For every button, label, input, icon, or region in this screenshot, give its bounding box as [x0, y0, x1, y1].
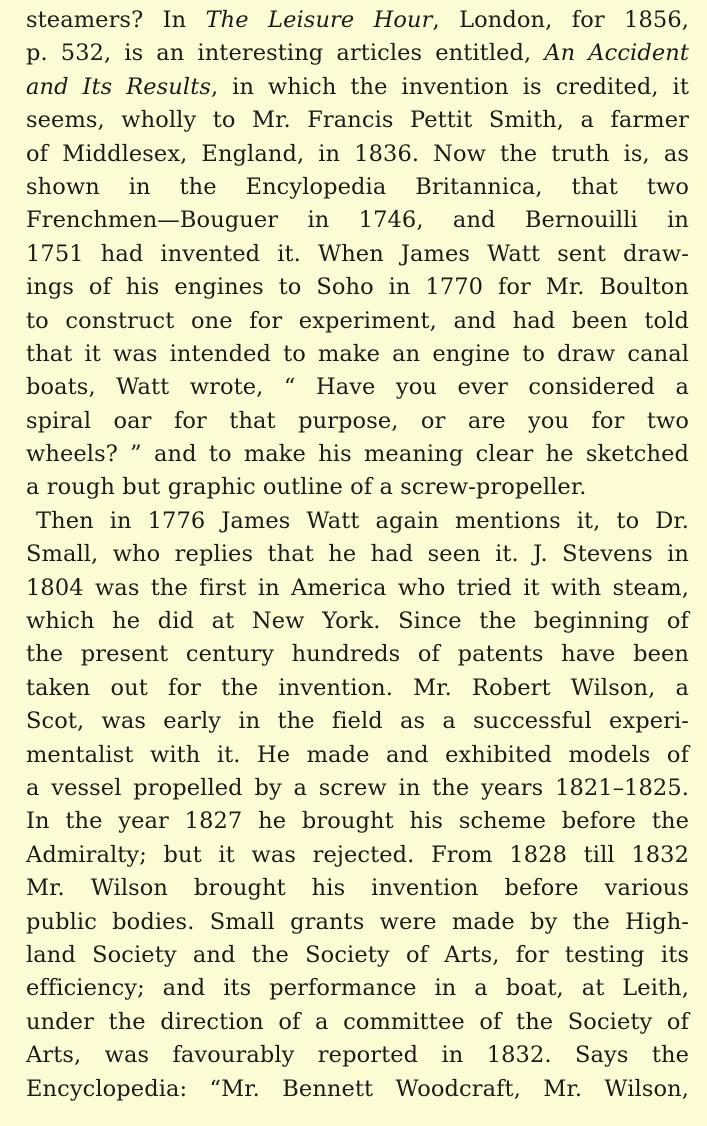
text-segment: the present century hundreds of patents have been [26, 641, 689, 668]
text-line [26, 705, 689, 738]
text-line [26, 672, 689, 705]
text-segment: public bodies. Small grants were made by the High- [26, 908, 689, 935]
text-line [26, 271, 689, 304]
text-segment: a rough but graphic outline of a screw-propeller. [26, 474, 587, 501]
text-segment: land Society and the Society of Arts, for testing its [26, 941, 689, 968]
text-line [26, 338, 689, 371]
text-segment: steamers? In [26, 7, 206, 33]
text-segment: Scot, was early in the field as a successful experi- [26, 708, 689, 735]
text-segment: Admiralty; but it was rejected. From 1828 till 1832 [26, 841, 689, 868]
text-segment: ings of his engines to Soho in 1770 for Mr. Boulton [26, 274, 689, 301]
text-line [26, 972, 689, 1005]
text-line [26, 739, 689, 772]
text-segment: a vessel propelled by a screw in the years 1821–1825. [26, 774, 689, 801]
text-line [26, 1006, 689, 1039]
text-segment: , London, for 1856, [432, 7, 689, 33]
text-segment: Frenchmen—Bouguer in 1746, and Bernouilli in [26, 207, 689, 234]
text-segment: taken out for the invention. Mr. Robert Wilson, a [26, 674, 689, 701]
text-segment: Small, who replies that he had seen it. J. Stevens in [26, 541, 689, 568]
text-line [26, 4, 689, 37]
text-line [26, 638, 689, 671]
text-line [26, 438, 689, 471]
text-segment: under the direction of a committee of the Society of [26, 1008, 689, 1035]
text-segment: that it was intended to make an engine to draw canal [26, 340, 689, 367]
text-segment: Encyclopedia: “Mr. Bennett Woodcraft, Mr. Wilson, [26, 1075, 689, 1102]
text-segment: Then in 1776 James Watt again mentions it, to Dr. [36, 507, 689, 534]
text-segment: 1751 had invented it. When James Watt sent draw- [26, 240, 689, 267]
body-text [26, 4, 689, 1106]
text-segment: of Middlesex, England, in 1836. Now the truth is, as [26, 140, 689, 167]
paragraph [26, 505, 689, 1106]
paragraph [26, 4, 689, 505]
text-line [26, 538, 689, 571]
text-line [26, 805, 689, 838]
text-line [26, 104, 689, 137]
text-line [26, 1039, 689, 1072]
text-line [26, 572, 689, 605]
text-line [26, 471, 689, 504]
text-segment: efficiency; and its performance in a boat, at Leith, [26, 975, 689, 1002]
text-segment: shown in the Encylopedia Britannica, that two [26, 173, 689, 200]
text-line [26, 405, 689, 438]
text-line [26, 37, 689, 70]
text-line [26, 605, 689, 638]
italic-title: and Its Results [26, 73, 211, 100]
text-line [26, 872, 689, 905]
text-segment: 1804 was the first in America who tried it with steam, [26, 574, 689, 601]
text-line [26, 371, 689, 404]
text-segment: , in which the invention is credited, it [210, 73, 689, 100]
text-segment: boats, Watt wrote, “ Have you ever considered a [26, 374, 689, 401]
text-line [26, 238, 689, 271]
text-line [26, 1073, 689, 1106]
text-segment: mentalist with it. He made and exhibited models of [26, 741, 689, 768]
text-segment: to construct one for experiment, and had been told [26, 307, 689, 334]
text-line [26, 505, 689, 538]
text-line [26, 839, 689, 872]
text-segment: which he did at New York. Since the beginning of [26, 608, 689, 635]
text-segment: p. 532, is an interesting articles entitled, [26, 40, 545, 67]
text-segment: Mr. Wilson brought his invention before various [26, 875, 689, 902]
text-line [26, 204, 689, 237]
text-segment: Arts, was favourably reported in 1832. Says the [26, 1042, 689, 1069]
text-line [26, 171, 689, 204]
text-line [26, 305, 689, 338]
text-line [26, 71, 689, 104]
text-segment: In the year 1827 he brought his scheme before the [26, 808, 689, 835]
text-segment: seems, wholly to Mr. Francis Pettit Smith, a farmer [26, 107, 689, 134]
italic-title: An Accident [544, 40, 689, 67]
text-line [26, 906, 689, 939]
text-segment: spiral oar for that purpose, or are you for two [26, 407, 689, 434]
italic-title: The Leisure Hour [205, 7, 433, 33]
text-line [26, 138, 689, 171]
text-segment: wheels? ” and to make his meaning clear he sketched [26, 441, 689, 468]
text-line [26, 939, 689, 972]
text-line [26, 772, 689, 805]
